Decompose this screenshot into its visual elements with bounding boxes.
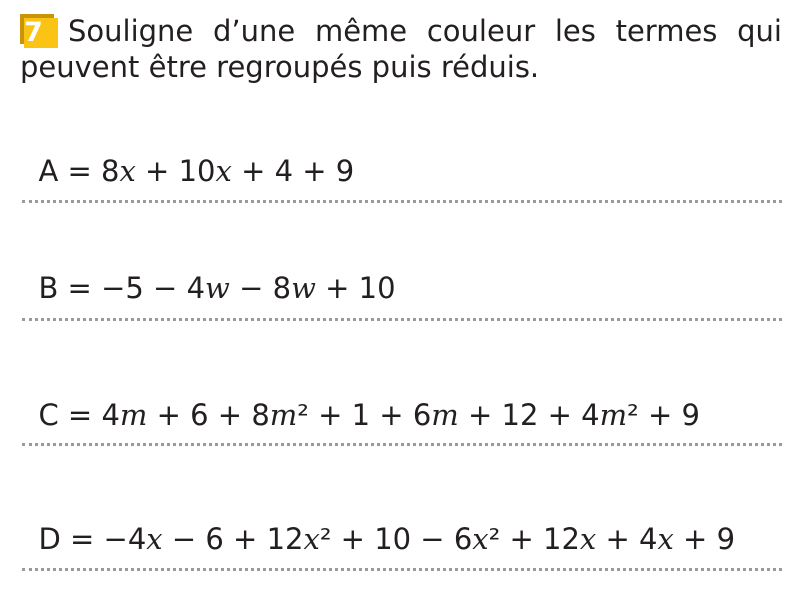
answer-line-b[interactable] xyxy=(22,318,782,321)
expression-term: + 6 + xyxy=(147,398,252,432)
expression-label: B xyxy=(38,271,59,305)
expression-term: − 6 + xyxy=(162,522,267,556)
expression-term: 4 xyxy=(186,271,206,305)
answer-line-a[interactable] xyxy=(22,200,782,203)
expression-d xyxy=(20,485,735,557)
variable-symbol: x xyxy=(146,522,163,556)
variable-symbol: m xyxy=(599,398,628,432)
variable-symbol: x xyxy=(119,154,136,188)
variable-symbol: x xyxy=(657,522,674,556)
expression-term: = xyxy=(58,154,102,188)
variable-symbol: m xyxy=(269,398,298,432)
expression-term: 4 xyxy=(127,522,147,556)
answer-line-c[interactable] xyxy=(22,443,782,446)
expression-term: + xyxy=(596,522,640,556)
expression-term: 8 xyxy=(251,398,270,432)
expression-term: ² + 1 + xyxy=(297,398,413,432)
expression-term: − xyxy=(229,271,273,305)
variable-symbol: w xyxy=(205,271,230,305)
expression-label: D xyxy=(38,522,61,556)
expression-term: + 10 xyxy=(315,271,396,305)
expression-term: + xyxy=(135,154,179,188)
expression-label: C xyxy=(38,398,59,432)
variable-symbol: m xyxy=(431,398,459,432)
expression-term: + 9 xyxy=(673,522,736,556)
expression-term: = xyxy=(58,398,102,432)
variable-symbol: x xyxy=(579,522,597,556)
exercise-instruction xyxy=(20,13,782,85)
expression-term: 6 xyxy=(453,522,473,556)
expression-term: 4 xyxy=(581,398,600,432)
expression-term: 12 xyxy=(543,522,580,556)
variable-symbol: x xyxy=(303,522,320,556)
expression-term: 4 xyxy=(639,522,658,556)
expression-term: 12 xyxy=(266,522,304,556)
expression-c xyxy=(20,361,700,433)
expression-term: = −5 − xyxy=(58,271,187,305)
exercise-number-badge xyxy=(20,14,58,48)
expression-term: 10 xyxy=(178,154,216,188)
expression-term: ² + xyxy=(488,522,544,556)
expression-a xyxy=(20,117,354,189)
expression-term: + 12 + xyxy=(458,398,582,432)
expression-term: 8 xyxy=(101,154,120,188)
variable-symbol: x xyxy=(472,522,489,556)
expression-term: 8 xyxy=(272,271,292,305)
expression-label: A xyxy=(38,154,59,188)
exercise-number: 7 xyxy=(24,18,58,48)
expression-term: ² + 10 − xyxy=(319,522,454,556)
variable-symbol: w xyxy=(291,271,316,305)
variable-symbol: x xyxy=(215,154,232,188)
expression-term: 6 xyxy=(412,398,432,432)
answer-line-d[interactable] xyxy=(22,568,782,571)
expression-term: ² + 9 xyxy=(627,398,700,432)
expression-term: 4 xyxy=(101,398,120,432)
variable-symbol: m xyxy=(119,398,148,432)
instruction-text: Souligne d’une même couleur les termes qui peuvent être regroupés puis réduis. xyxy=(20,14,782,84)
expression-term: = − xyxy=(60,522,128,556)
expression-b xyxy=(20,234,396,306)
expression-term: + 4 + 9 xyxy=(231,154,355,188)
